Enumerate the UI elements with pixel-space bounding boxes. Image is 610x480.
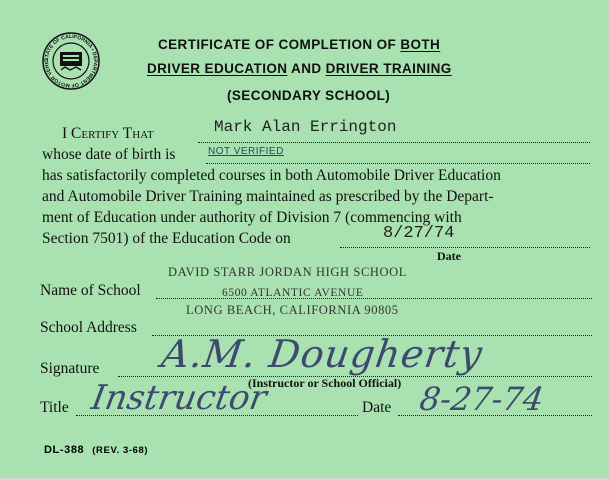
dob-label: whose date of birth is xyxy=(42,146,176,163)
header-driver-training: DRIVER TRAINING xyxy=(325,61,452,76)
body-line-2: and Automobile Driver Training maintained as prescribed by the Depart- xyxy=(42,188,494,205)
body-line-3: ment of Education under authority of Division 7 (commencing with xyxy=(42,209,462,226)
student-name: Mark Alan Errington xyxy=(214,118,397,136)
date-caption: Date xyxy=(437,249,461,263)
form-number-code: DL-388 xyxy=(44,444,85,456)
title-handwritten: Instructor xyxy=(88,378,270,418)
school-city: LONG BEACH, CALIFORNIA 90805 xyxy=(186,303,399,317)
header-line-3: (SECONDARY SCHOOL) xyxy=(227,88,391,103)
header-both-word: BOTH xyxy=(400,37,441,52)
form-revision: (REV. 3-68) xyxy=(92,445,149,456)
student-name-underline xyxy=(198,142,590,143)
school-name-label: Name of School xyxy=(40,282,141,299)
completion-date: 8/27/74 xyxy=(383,224,455,243)
body-line-1: has satisfactorily completed courses in both Automobile Driver Education xyxy=(42,167,501,184)
body-line-4: Section 7501) of the Education Code on xyxy=(42,230,291,247)
dob-underline xyxy=(206,163,590,164)
completion-date-underline xyxy=(340,247,590,248)
sign-date-label: Date xyxy=(362,399,392,416)
school-name: DAVID STARR JORDAN HIGH SCHOOL xyxy=(168,265,408,279)
header-line-1 xyxy=(158,37,440,52)
school-street: 6500 ATLANTIC AVENUE xyxy=(222,287,364,299)
header-line-2 xyxy=(147,61,452,76)
form-number xyxy=(44,440,148,458)
school-address-label: School Address xyxy=(40,319,137,336)
header-and: AND xyxy=(287,61,326,76)
state-seal-icon xyxy=(40,32,102,90)
signature-label: Signature xyxy=(40,360,100,377)
dob-value: NOT VERIFIED xyxy=(208,146,284,157)
header-driver-education: DRIVER EDUCATION xyxy=(147,61,288,76)
title-label: Title xyxy=(40,399,69,416)
sign-date-handwritten: 8-27-74 xyxy=(417,380,547,418)
svg-text:STATE OF CALIFORNIA • DEPARTME: STATE OF CALIFORNIA • DEPARTMENT OF MOTOR VEHIC xyxy=(43,33,99,89)
certify-label: I Certify That xyxy=(62,125,154,142)
signature-caption: (Instructor or School Official) xyxy=(248,376,402,390)
header-line-1-prefix: CERTIFICATE OF COMPLETION OF xyxy=(158,37,401,52)
signature-handwritten: A.M. Dougherty xyxy=(158,332,486,376)
